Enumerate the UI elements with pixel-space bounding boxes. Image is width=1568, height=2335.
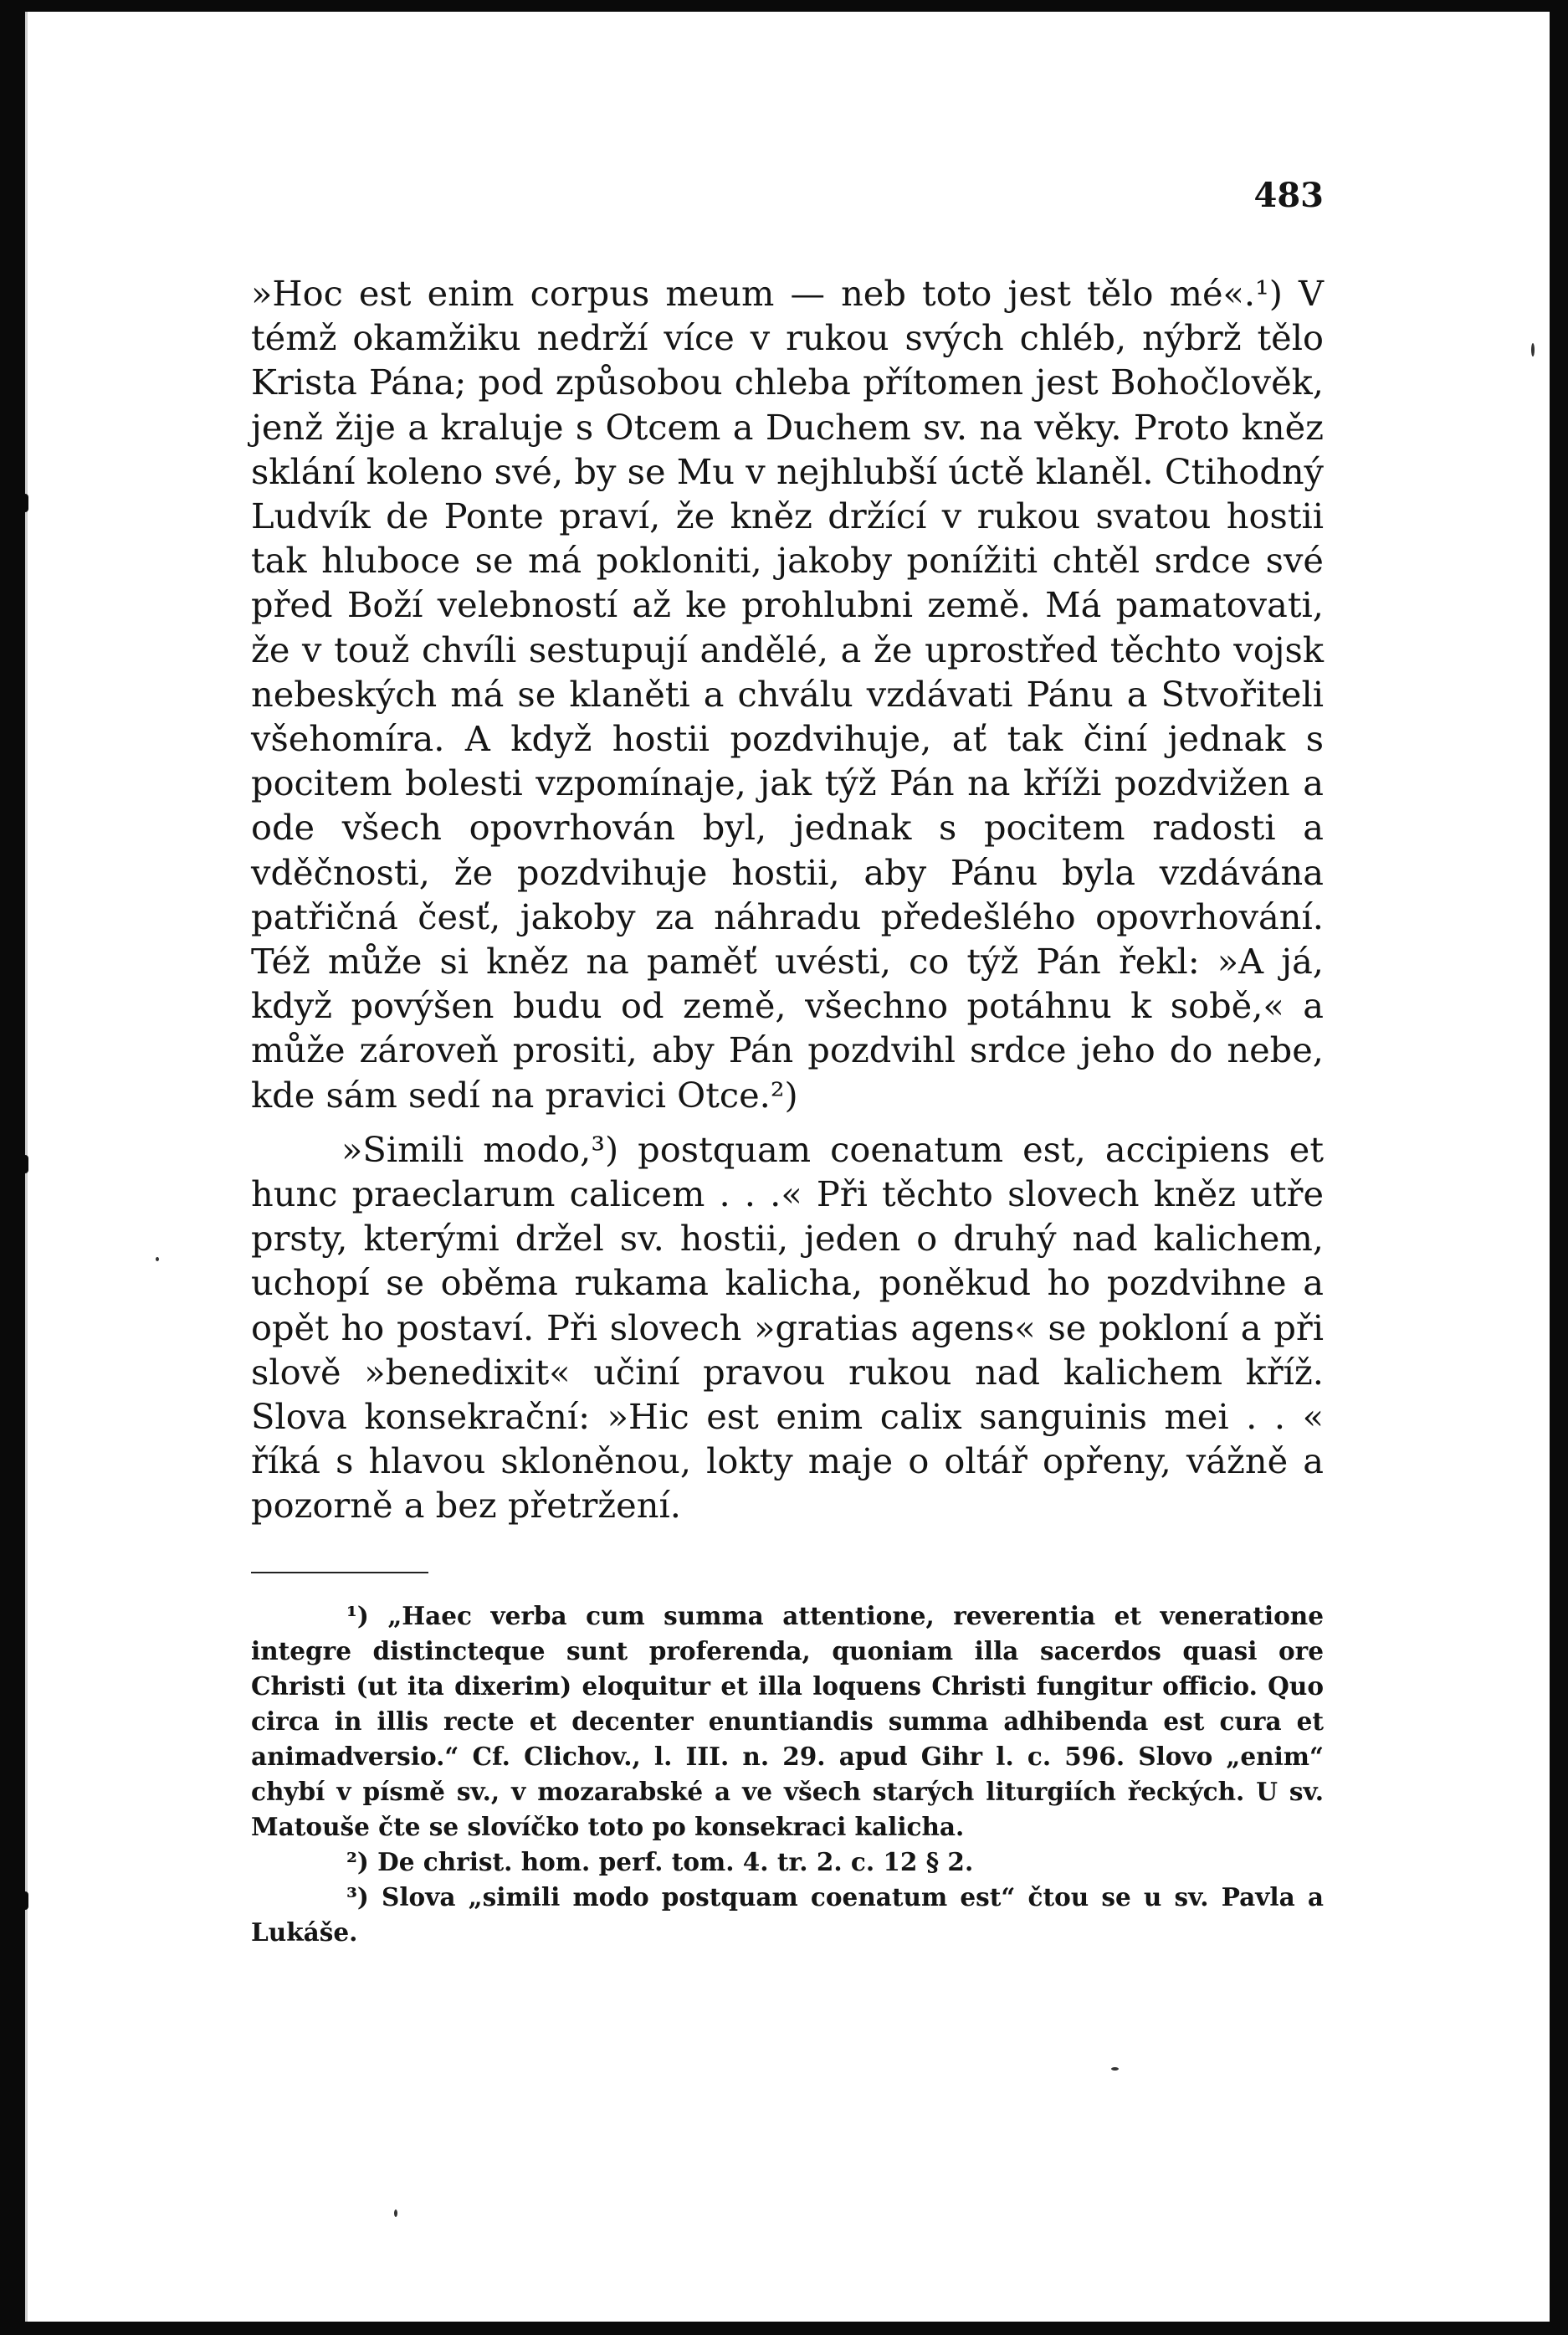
footnote-3: ³) Slova „simili modo postquam coenatum est“ čtou se u sv. Pavla a Lukáše.: [251, 1881, 1324, 1947]
binding-mark: [20, 494, 28, 512]
scan-speck: [1531, 343, 1535, 357]
footnote-separator: [251, 1572, 428, 1573]
book-page: [251, 176, 1324, 1950]
body-paragraph-1: »Hoc est enim corpus meum — neb toto jest tělo mé«.¹) V témž okamžiku nedrží více v rukou svých chléb, nýbrž tělo Krista Pána; pod způsobou chleba přítomen jest Bohočlověk, jenž žije a kraluje s Otcem a Duchem sv. na věky. Proto kněz sklání koleno své, by se Mu v nejhlubší úctě klaněl. Ctihodný Ludvík de Ponte praví, že kněz držící v rukou svatou hostii tak hluboce se má pokloniti, jakoby ponížiti chtěl srdce své před Boží velebností až ke prohlubni země. Má pamatovati, že v touž chvíli sestupují andělé, a že uprostřed těchto vojsk nebeských má se klaněti a chválu vzdávati Pánu a Stvořiteli všehomíra. A když hostii pozdvihuje, ať tak činí jednak s pocitem bolesti vzpomínaje, jak týž Pán na kříži pozdvižen a ode všech opovrhován byl, jednak s pocitem radosti a vděčnosti, že pozdvihuje hostii, aby Pánu byla vzdávána patřičná česť, jakoby za náhradu předešlého opovrhování. Též může si kněz na paměť uvésti, co týž Pán řekl: »A já, když povýšen budu od země, všechno potáhnu k sobě,« a může zároveň prositi, aby Pán pozdvihl srdce jeho do nebe, kde sám sedí na pravici Otce.²): [251, 273, 1324, 1116]
binding-mark: [20, 1891, 28, 1910]
page-number: 483: [1253, 176, 1324, 215]
scan-speck: [1111, 2067, 1119, 2071]
body-paragraph-2: »Simili modo,³) postquam coenatum est, accipiens et hunc praeclarum calicem . . .« Při těchto slovech kněz utře prsty, kterými držel sv. hostii, jeden o druhý nad kalichem, uchopí se oběma rukama kalicha, poněkud ho pozdvihne a opět ho postaví. Při slovech »gratias agens« se pokloní a při slově »benedixit« učiní pravou rukou nad kalichem kříž. Slova konsekrační: »Hic est enim calix sanguinis mei . . « říká s hlavou skloněnou, lokty maje o oltář opřeny, vážně a pozorně a bez přetržení.: [251, 1128, 1324, 1527]
scan-speck: [156, 1257, 159, 1261]
scan-speck: [394, 2209, 397, 2217]
footnote-1: ¹) „Haec verba cum summa attentione, reverentia et veneratione integre distincteque sunt proferenda, quoniam illa sacerdos quasi ore Christi (ut ita dixerim) eloquitur et illa loquens Christi fungitur officio. Quo circa in illis recte et decenter enuntiandis summa adhibenda est cura et animadversio.“ Cf. Clichov., l. III. n. 29. apud Gihr l. c. 596. Slovo „enim“ chybí v písmě sv., v mozarabské a ve všech starých liturgiích řeckých. U sv. Matouše čte se slovíčko toto po konsekraci kalicha.: [251, 1600, 1324, 1841]
footnote-2: ²) De christ. hom. perf. tom. 4. tr. 2. c. 12 § 2.: [346, 1846, 974, 1876]
binding-mark: [20, 1155, 28, 1173]
